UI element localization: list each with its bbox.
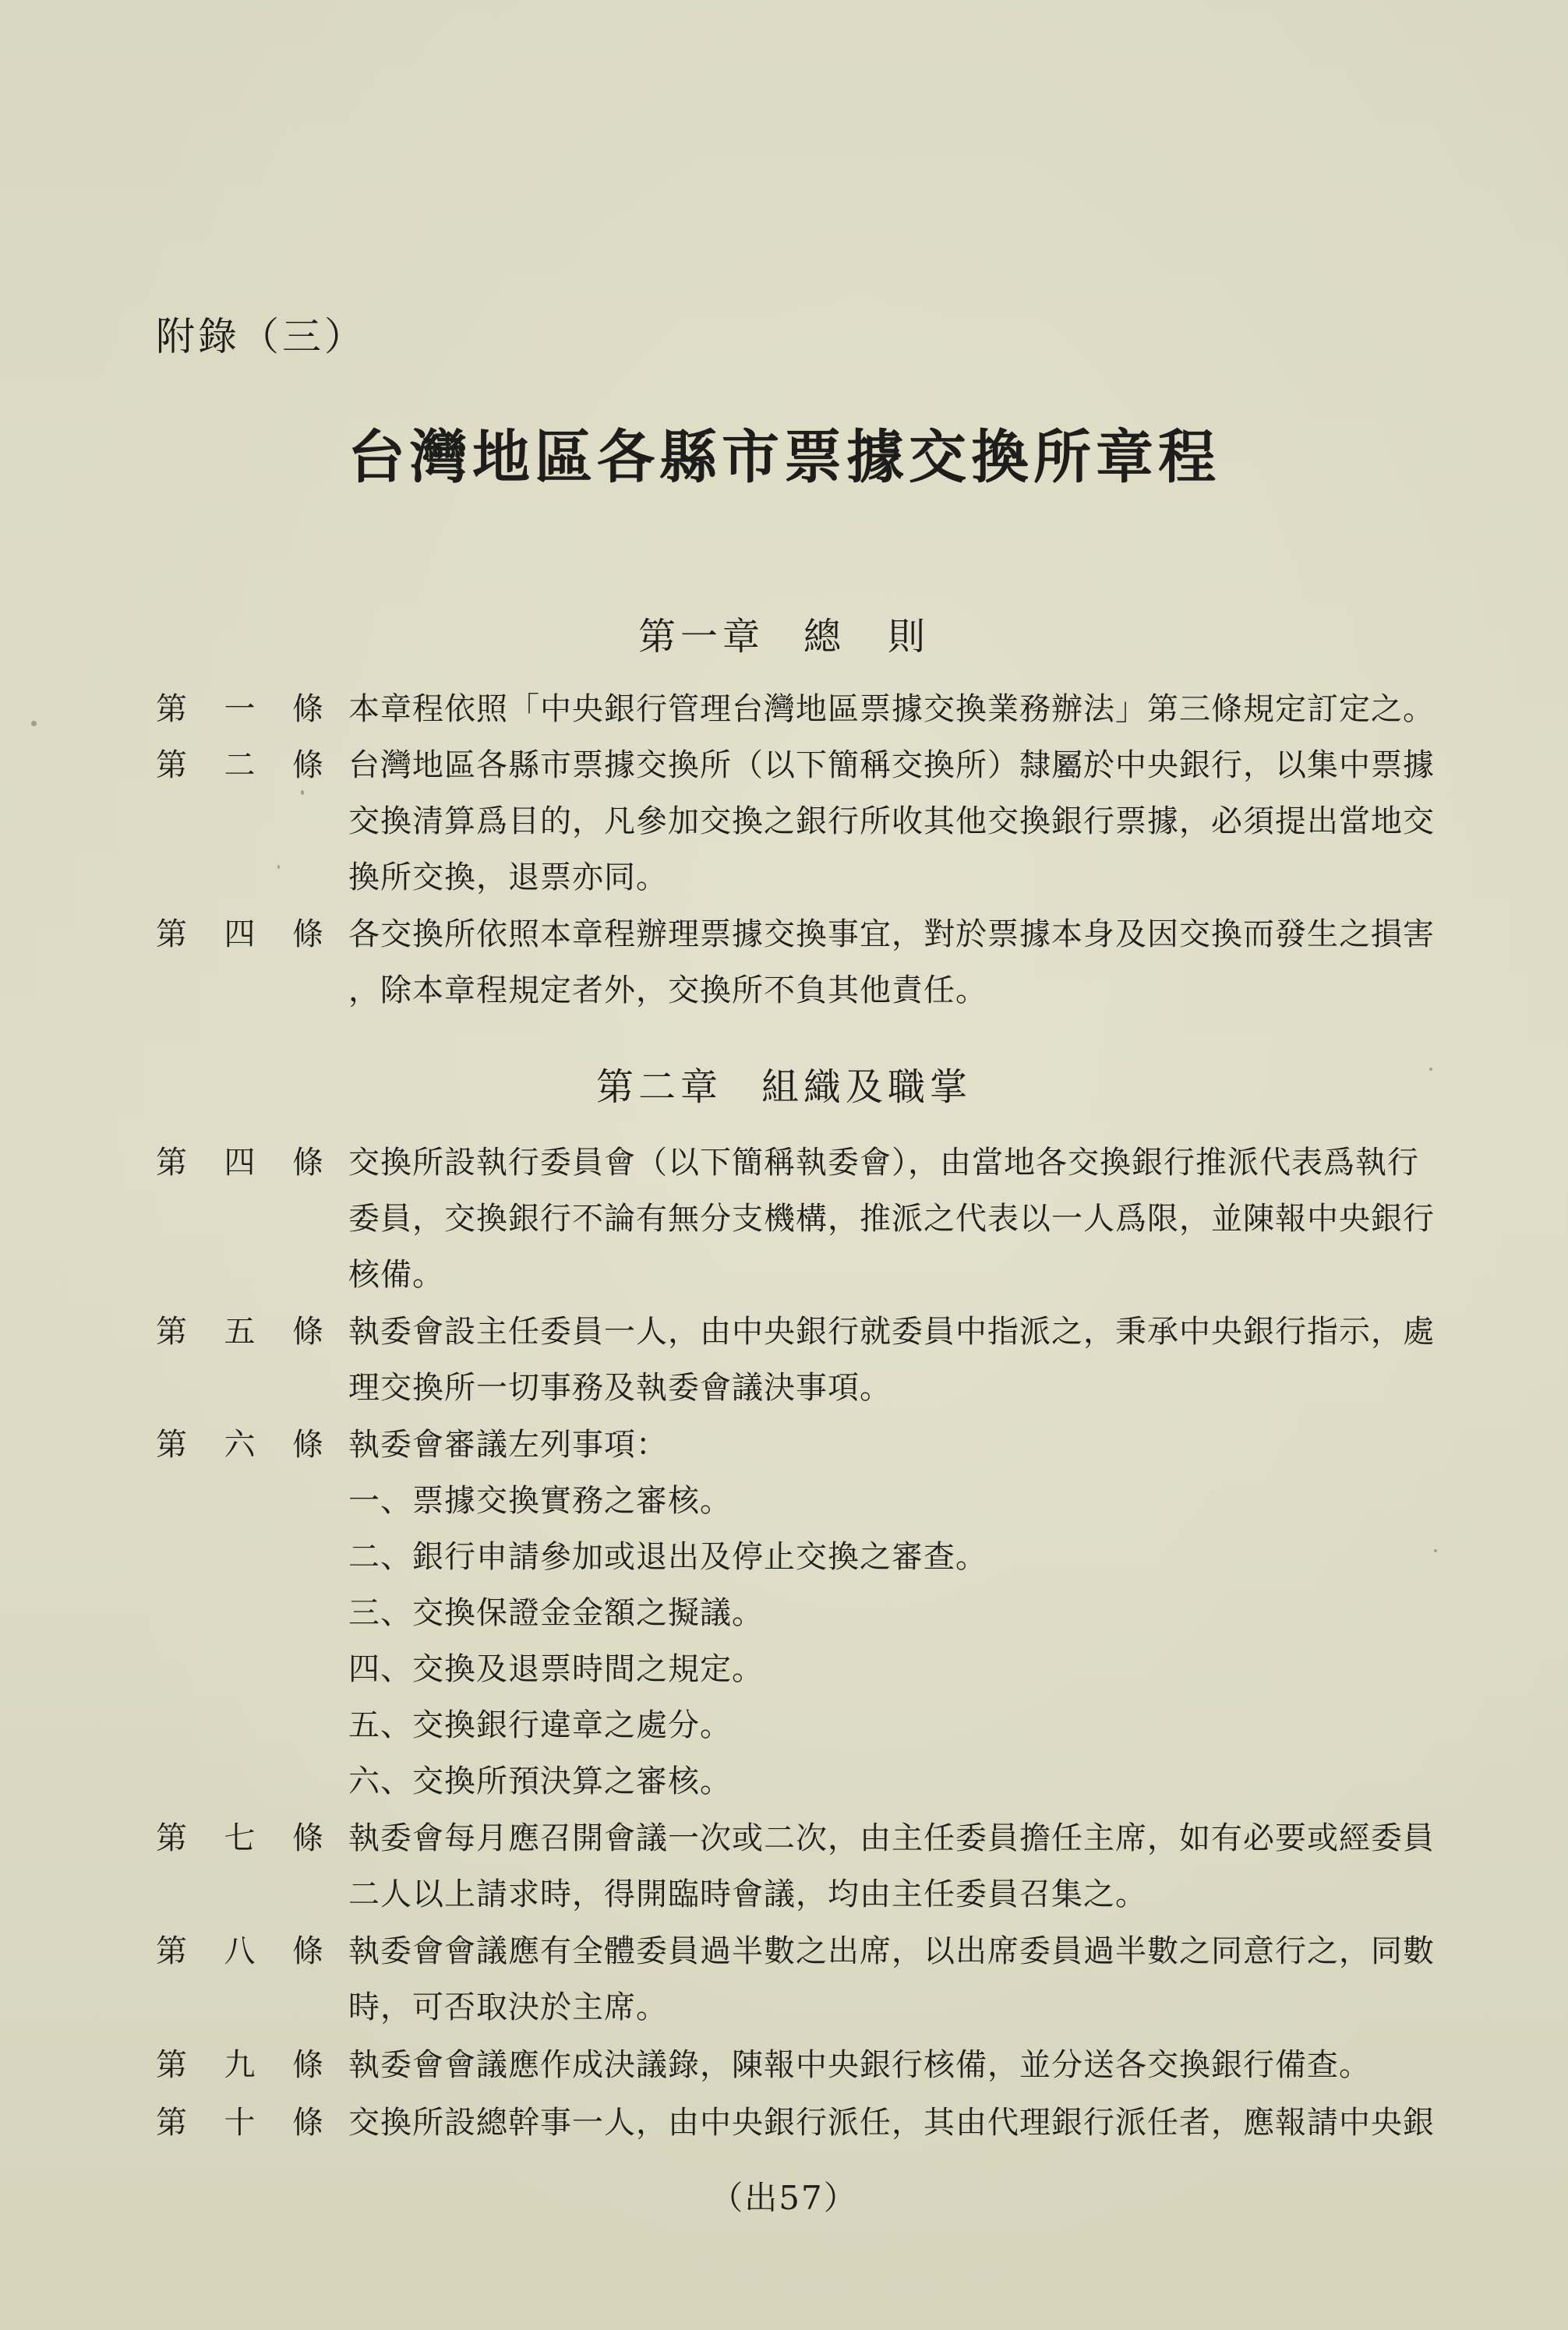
article-body	[348, 681, 1442, 737]
article-label-suffix: 條	[292, 1427, 323, 1463]
article-4b	[156, 1135, 1442, 1303]
article-line: 本章程依照「中央銀行管理台灣地區票據交換業務辦法」第三條規定訂定之。	[348, 691, 1435, 727]
article-label-number: 四	[224, 1145, 256, 1181]
article-list-item: 六、交換所預決算之審核。	[348, 1763, 732, 1799]
chapter-number: 第二章	[595, 1065, 722, 1109]
article-list-item: 五、交換銀行違章之處分。	[348, 1707, 732, 1743]
article-9	[156, 2037, 1442, 2093]
article-label-number: 一	[224, 691, 256, 727]
paper-speck	[1434, 1549, 1437, 1552]
article-line: ，除本章程規定者外，交換所不負其他責任。	[348, 973, 987, 1008]
article-line: 執委會設主任委員一人，由中央銀行就委員中指派之，秉承中央銀行指示，處	[348, 1314, 1435, 1350]
article-label-suffix: 條	[292, 916, 323, 952]
article-line: 交換所設總幹事一人，由中央銀行派任，其由代理銀行派任者，應報請中央銀	[348, 2105, 1435, 2141]
article-4	[156, 906, 1442, 1018]
article-label-number: 七	[224, 1820, 256, 1856]
article-line: 執委會審議左列事項：	[348, 1427, 668, 1463]
article-body	[348, 2095, 1442, 2151]
article-line: 委員，交換銀行不論有無分支機構，推派之代表以一人爲限，並陳報中央銀行	[348, 1201, 1435, 1237]
article-label-prefix: 第	[156, 1933, 187, 1969]
article-label-suffix: 條	[292, 1820, 323, 1856]
article-body	[348, 737, 1442, 906]
article-body	[348, 1417, 1442, 1809]
article-label	[156, 737, 323, 793]
article-label	[156, 1923, 323, 1979]
article-line: 交換清算爲目的，凡參加交換之銀行所收其他交換銀行票據，必須提出當地交	[348, 803, 1435, 839]
article-6	[156, 1417, 1442, 1809]
article-1	[156, 681, 1442, 737]
article-label	[156, 2095, 323, 2151]
article-label	[156, 2037, 323, 2093]
article-body	[348, 2037, 1442, 2093]
appendix-label: 附錄（三）	[156, 314, 366, 359]
article-line: 執委會會議應有全體委員過半數之出席，以出席委員過半數之同意行之，同數	[348, 1933, 1435, 1969]
article-list-item: 二、銀行申請參加或退出及停止交換之審查。	[348, 1539, 987, 1575]
article-line: 核備。	[348, 1257, 444, 1293]
article-label-prefix: 第	[156, 1427, 187, 1463]
article-label-suffix: 條	[292, 1314, 323, 1350]
article-body	[348, 1923, 1442, 2035]
article-label	[156, 1417, 323, 1473]
article-list-item: 三、交換保證金金額之擬議。	[348, 1595, 764, 1631]
article-line: 時，可否取決於主席。	[348, 1989, 668, 2025]
article-7	[156, 1810, 1442, 1922]
article-label-suffix: 條	[292, 747, 323, 783]
article-label-suffix: 條	[292, 2105, 323, 2141]
article-line: 執委會每月應召開會議一次或二次，由主任委員擔任主席，如有必要或經委員	[348, 1820, 1435, 1856]
document-title: 台灣地區各縣市票據交換所章程	[348, 424, 1220, 491]
article-label-prefix: 第	[156, 1314, 187, 1350]
article-label	[156, 1810, 323, 1866]
article-line: 理交換所一切事務及執委會議決事項。	[348, 1370, 892, 1406]
article-line: 二人以上請求時，得開臨時會議，均由主任委員召集之。	[348, 1876, 1147, 1912]
article-10	[156, 2095, 1442, 2151]
article-line: 換所交換，退票亦同。	[348, 860, 668, 895]
paper-speck	[31, 721, 37, 726]
article-label-prefix: 第	[156, 1820, 187, 1856]
article-label	[156, 1304, 323, 1360]
article-label-prefix: 第	[156, 747, 187, 783]
article-label-suffix: 條	[292, 1933, 323, 1969]
article-line: 台灣地區各縣市票據交換所（以下簡稱交換所）隸屬於中央銀行，以集中票據	[348, 747, 1435, 783]
paper-speck	[1429, 1068, 1432, 1071]
article-label	[156, 1135, 323, 1191]
chapter-number: 第一章	[637, 615, 765, 658]
article-line: 各交換所依照本章程辦理票據交換事宜，對於票據本身及因交換而發生之損害	[348, 916, 1435, 952]
paper-speck	[277, 865, 280, 869]
chapter-heading	[0, 606, 1568, 660]
article-body	[348, 1304, 1442, 1416]
article-2	[156, 737, 1442, 906]
article-label-number: 六	[224, 1427, 256, 1463]
article-label-number: 十	[224, 2105, 256, 2141]
article-label-prefix: 第	[156, 2105, 187, 2141]
article-body	[348, 1135, 1442, 1303]
article-5	[156, 1304, 1442, 1416]
paper-speck	[301, 790, 304, 795]
article-list-item: 四、交換及退票時間之規定。	[348, 1651, 764, 1687]
article-label-number: 二	[224, 747, 256, 783]
article-label-prefix: 第	[156, 916, 187, 952]
chapter-heading	[0, 1057, 1568, 1110]
article-label	[156, 906, 323, 962]
article-body	[348, 906, 1442, 1018]
page-number: （出57）	[710, 2179, 858, 2217]
article-label-prefix: 第	[156, 691, 187, 727]
article-label-prefix: 第	[156, 2047, 187, 2083]
article-label-suffix: 條	[292, 691, 323, 727]
article-label	[156, 681, 323, 737]
chapter-name: 組織及職掌	[761, 1065, 973, 1109]
article-8	[156, 1923, 1442, 2035]
article-label-number: 九	[224, 2047, 256, 2083]
article-line: 交換所設執行委員會（以下簡稱執委會），由當地各交換銀行推派代表爲執行	[348, 1145, 1419, 1181]
article-line: 執委會會議應作成決議錄，陳報中央銀行核備，並分送各交換銀行備查。	[348, 2047, 1371, 2083]
chapter-name: 總 則	[803, 615, 931, 658]
article-label-suffix: 條	[292, 1145, 323, 1181]
article-label-suffix: 條	[292, 2047, 323, 2083]
article-label-number: 四	[224, 916, 256, 952]
article-body	[348, 1810, 1442, 1922]
article-label-number: 八	[224, 1933, 256, 1969]
article-label-prefix: 第	[156, 1145, 187, 1181]
article-list-item: 一、票據交換實務之審核。	[348, 1483, 732, 1519]
article-label-number: 五	[224, 1314, 256, 1350]
